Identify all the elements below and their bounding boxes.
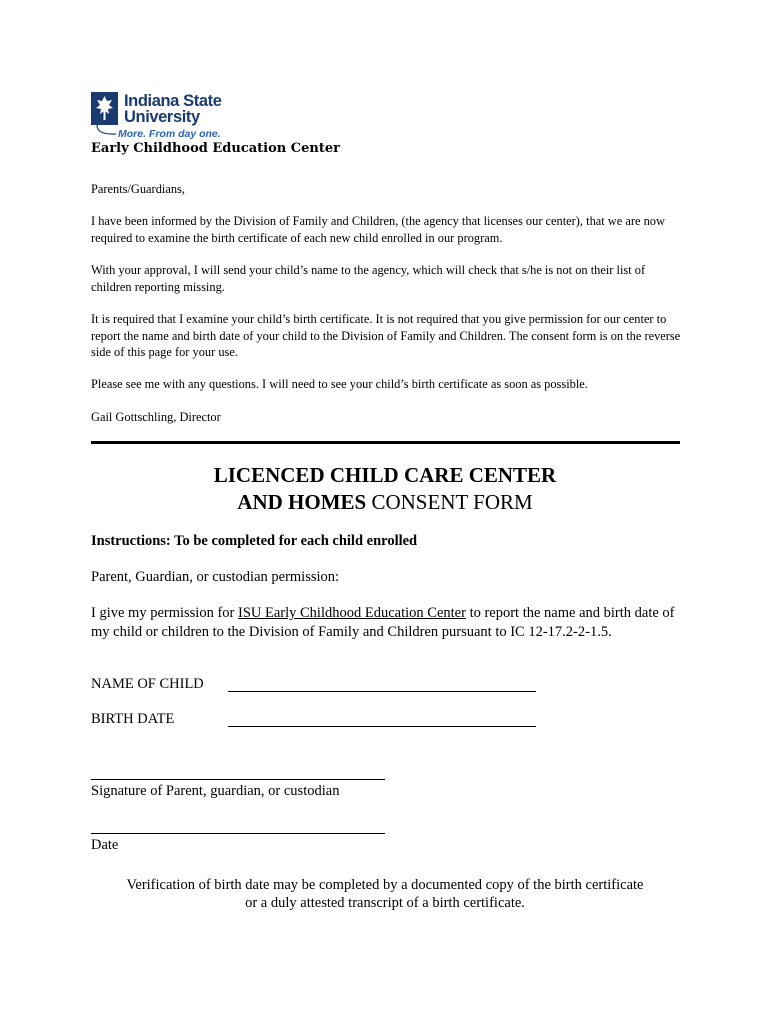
letter-paragraph-4: Please see me with any questions. I will need to see your child’s birth certificate as soon as possible. <box>91 377 588 391</box>
verification-line1: Verification of birth date may be completed by a documented copy of the birth certificate <box>126 877 644 893</box>
isu-logo <box>91 92 261 142</box>
date-field[interactable] <box>91 833 385 834</box>
child-name-label: NAME OF CHILD <box>91 676 204 692</box>
form-title-line1 <box>0 462 770 489</box>
consent-prefix: I give my permission for <box>91 605 238 621</box>
verification-note <box>0 876 770 912</box>
letter-signoff: Gail Gottschling, Director <box>91 410 221 424</box>
consent-org: ISU Early Childhood Education Center <box>238 605 466 621</box>
birth-date-field[interactable] <box>228 726 536 727</box>
signature-label: Signature of Parent, guardian, or custodian <box>91 783 340 799</box>
center-name: Early Childhood Education Center <box>91 141 340 156</box>
logo-name-line1: Indiana State <box>124 92 222 110</box>
form-title-rest: CONSENT FORM <box>366 490 533 514</box>
logo-swoosh-icon <box>96 125 118 137</box>
verification-line2: or a duly attested transcript of a birth certificate. <box>245 895 525 911</box>
birth-date-label: BIRTH DATE <box>91 711 175 727</box>
letter-paragraph-3: It is required that I examine your child’s birth certificate. It is not required that you give permission for our center to report the name and birth date of your child to the Division of Family and Children. The consent form is on the reverse side of this page for your use. <box>91 312 681 359</box>
form-title-line2 <box>0 489 770 516</box>
logo-tagline: More. From day one. <box>118 128 221 140</box>
consent-statement <box>91 604 691 642</box>
child-name-field[interactable] <box>228 691 536 692</box>
sycamore-leaf-icon <box>91 92 118 128</box>
letter-paragraph-2: With your approval, I will send your child’s name to the agency, which will check that s/he is not on their list of children reporting missing. <box>91 263 646 294</box>
logo-name-line2: University <box>124 108 200 126</box>
form-title-text1: LICENCED CHILD CARE CENTER <box>213 463 557 487</box>
form-title-bold: AND HOMES <box>237 490 367 514</box>
letter-paragraph-1: I have been informed by the Division of Family and Children, (the agency that licenses our center), that we are now required to examine the birth certificate of each new child enrolled in our program. <box>91 214 665 245</box>
section-divider <box>91 441 680 444</box>
consent-suffix: to report the name and birth date of my child or children to the Division of Family and Children pursuant to IC 12-17.2-2-1.5. <box>91 605 675 640</box>
form-instructions: Instructions: To be completed for each child enrolled <box>91 533 418 549</box>
letter-salutation: Parents/Guardians, <box>91 182 185 196</box>
signature-field[interactable] <box>91 779 385 780</box>
permission-heading: Parent, Guardian, or custodian permission: <box>91 569 340 585</box>
date-label: Date <box>91 837 119 853</box>
